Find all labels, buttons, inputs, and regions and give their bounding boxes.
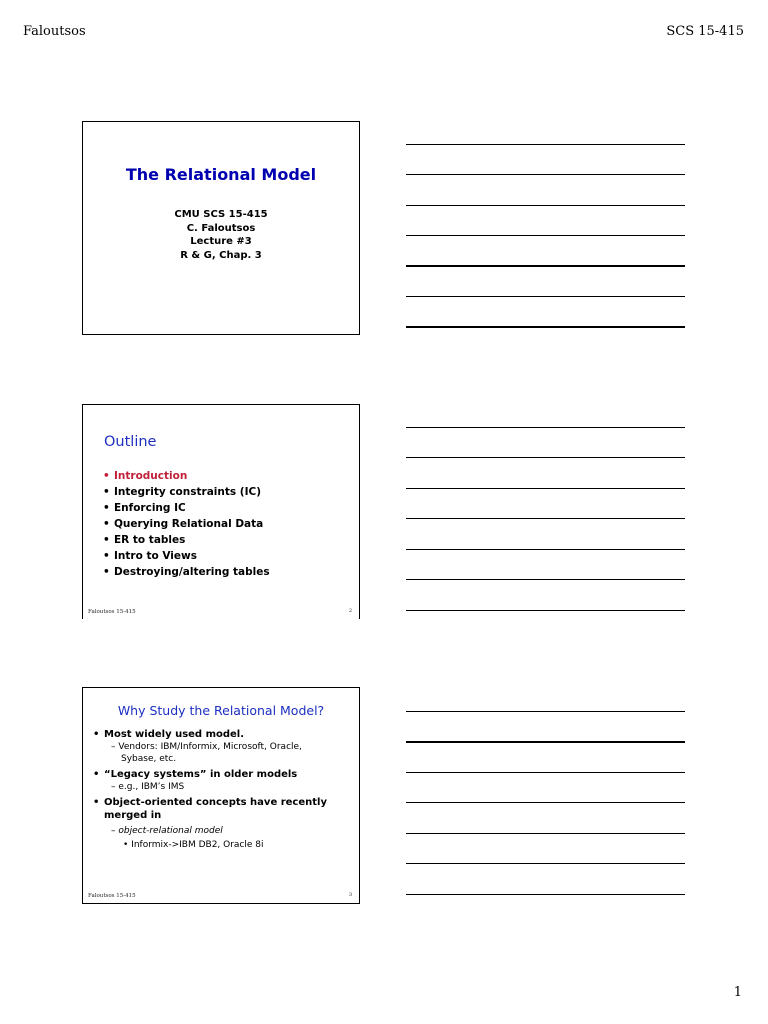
outline-item: • Destroying/altering tables: [103, 566, 270, 578]
outline-item: • ER to tables: [103, 534, 186, 546]
note-line: [406, 457, 685, 458]
sub-sub-bullet: • Informix->IBM DB2, Oracle 8i: [123, 840, 264, 850]
note-line: [406, 894, 685, 895]
outline-list: [103, 468, 270, 580]
bullet-3: • Object-oriented concepts have recently: [93, 797, 327, 808]
slide-footer: Faloutsos 15-415: [88, 609, 136, 615]
note-line: [406, 518, 685, 519]
slide-2-title: Outline: [104, 434, 157, 450]
note-line: [406, 144, 685, 145]
course-line: CMU SCS 15-415: [174, 209, 268, 220]
slide-2: [82, 404, 360, 619]
slide-number: 2: [348, 608, 352, 614]
author-line: C. Faloutsos: [186, 222, 256, 234]
note-line: [406, 711, 685, 712]
outline-item: • Integrity constraints (IC): [103, 486, 261, 498]
chapter-line: R & G, Chap. 3: [180, 249, 262, 261]
outline-item: • Querying Relational Data: [103, 518, 264, 530]
outline-item: • Enforcing IC: [103, 502, 186, 514]
sub-bullet: – object-relational model: [111, 826, 223, 836]
outline-item: • Intro to Views: [103, 550, 197, 562]
slide-1: [82, 121, 360, 335]
sub-bullet: – e.g., IBM’s IMS: [111, 782, 185, 792]
note-line: [406, 610, 685, 611]
note-line: [406, 488, 685, 489]
note-line: [406, 326, 685, 328]
note-line: [406, 772, 685, 773]
sub-bullet-continued: Sybase, etc.: [121, 754, 177, 764]
note-line: [406, 579, 685, 580]
note-line: [406, 235, 685, 236]
note-line: [406, 802, 685, 803]
slide-3-title: Why Study the Relational Model?: [117, 703, 325, 718]
note-line: [406, 833, 685, 834]
note-line: [406, 265, 685, 267]
header-course: SCS 15-415: [666, 24, 744, 39]
slide-footer: Faloutsos 15-415: [88, 893, 136, 899]
header-author: Faloutsos: [23, 24, 86, 39]
slide-1-title: The Relational Model: [125, 165, 317, 184]
note-line: [406, 741, 685, 743]
note-line: [406, 549, 685, 550]
slide-3-body: [93, 728, 327, 852]
slide-number: 3: [348, 892, 352, 898]
page-number: 1: [733, 985, 742, 1000]
note-line: [406, 863, 685, 864]
sub-bullet: – Vendors: IBM/Informix, Microsoft, Oracle,: [111, 742, 302, 752]
lecture-line: Lecture #3: [190, 236, 252, 247]
bullet-2: • “Legacy systems” in older models: [93, 769, 298, 780]
bullet-3-continued: merged in: [104, 810, 162, 821]
slide-1-subtitle: [83, 208, 359, 262]
note-line: [406, 205, 685, 206]
note-line: [406, 174, 685, 175]
note-line: [406, 427, 685, 428]
slide-3: [82, 687, 360, 904]
note-line: [406, 296, 685, 297]
outline-item: • Introduction: [103, 470, 188, 482]
bullet-1: • Most widely used model.: [93, 729, 245, 740]
